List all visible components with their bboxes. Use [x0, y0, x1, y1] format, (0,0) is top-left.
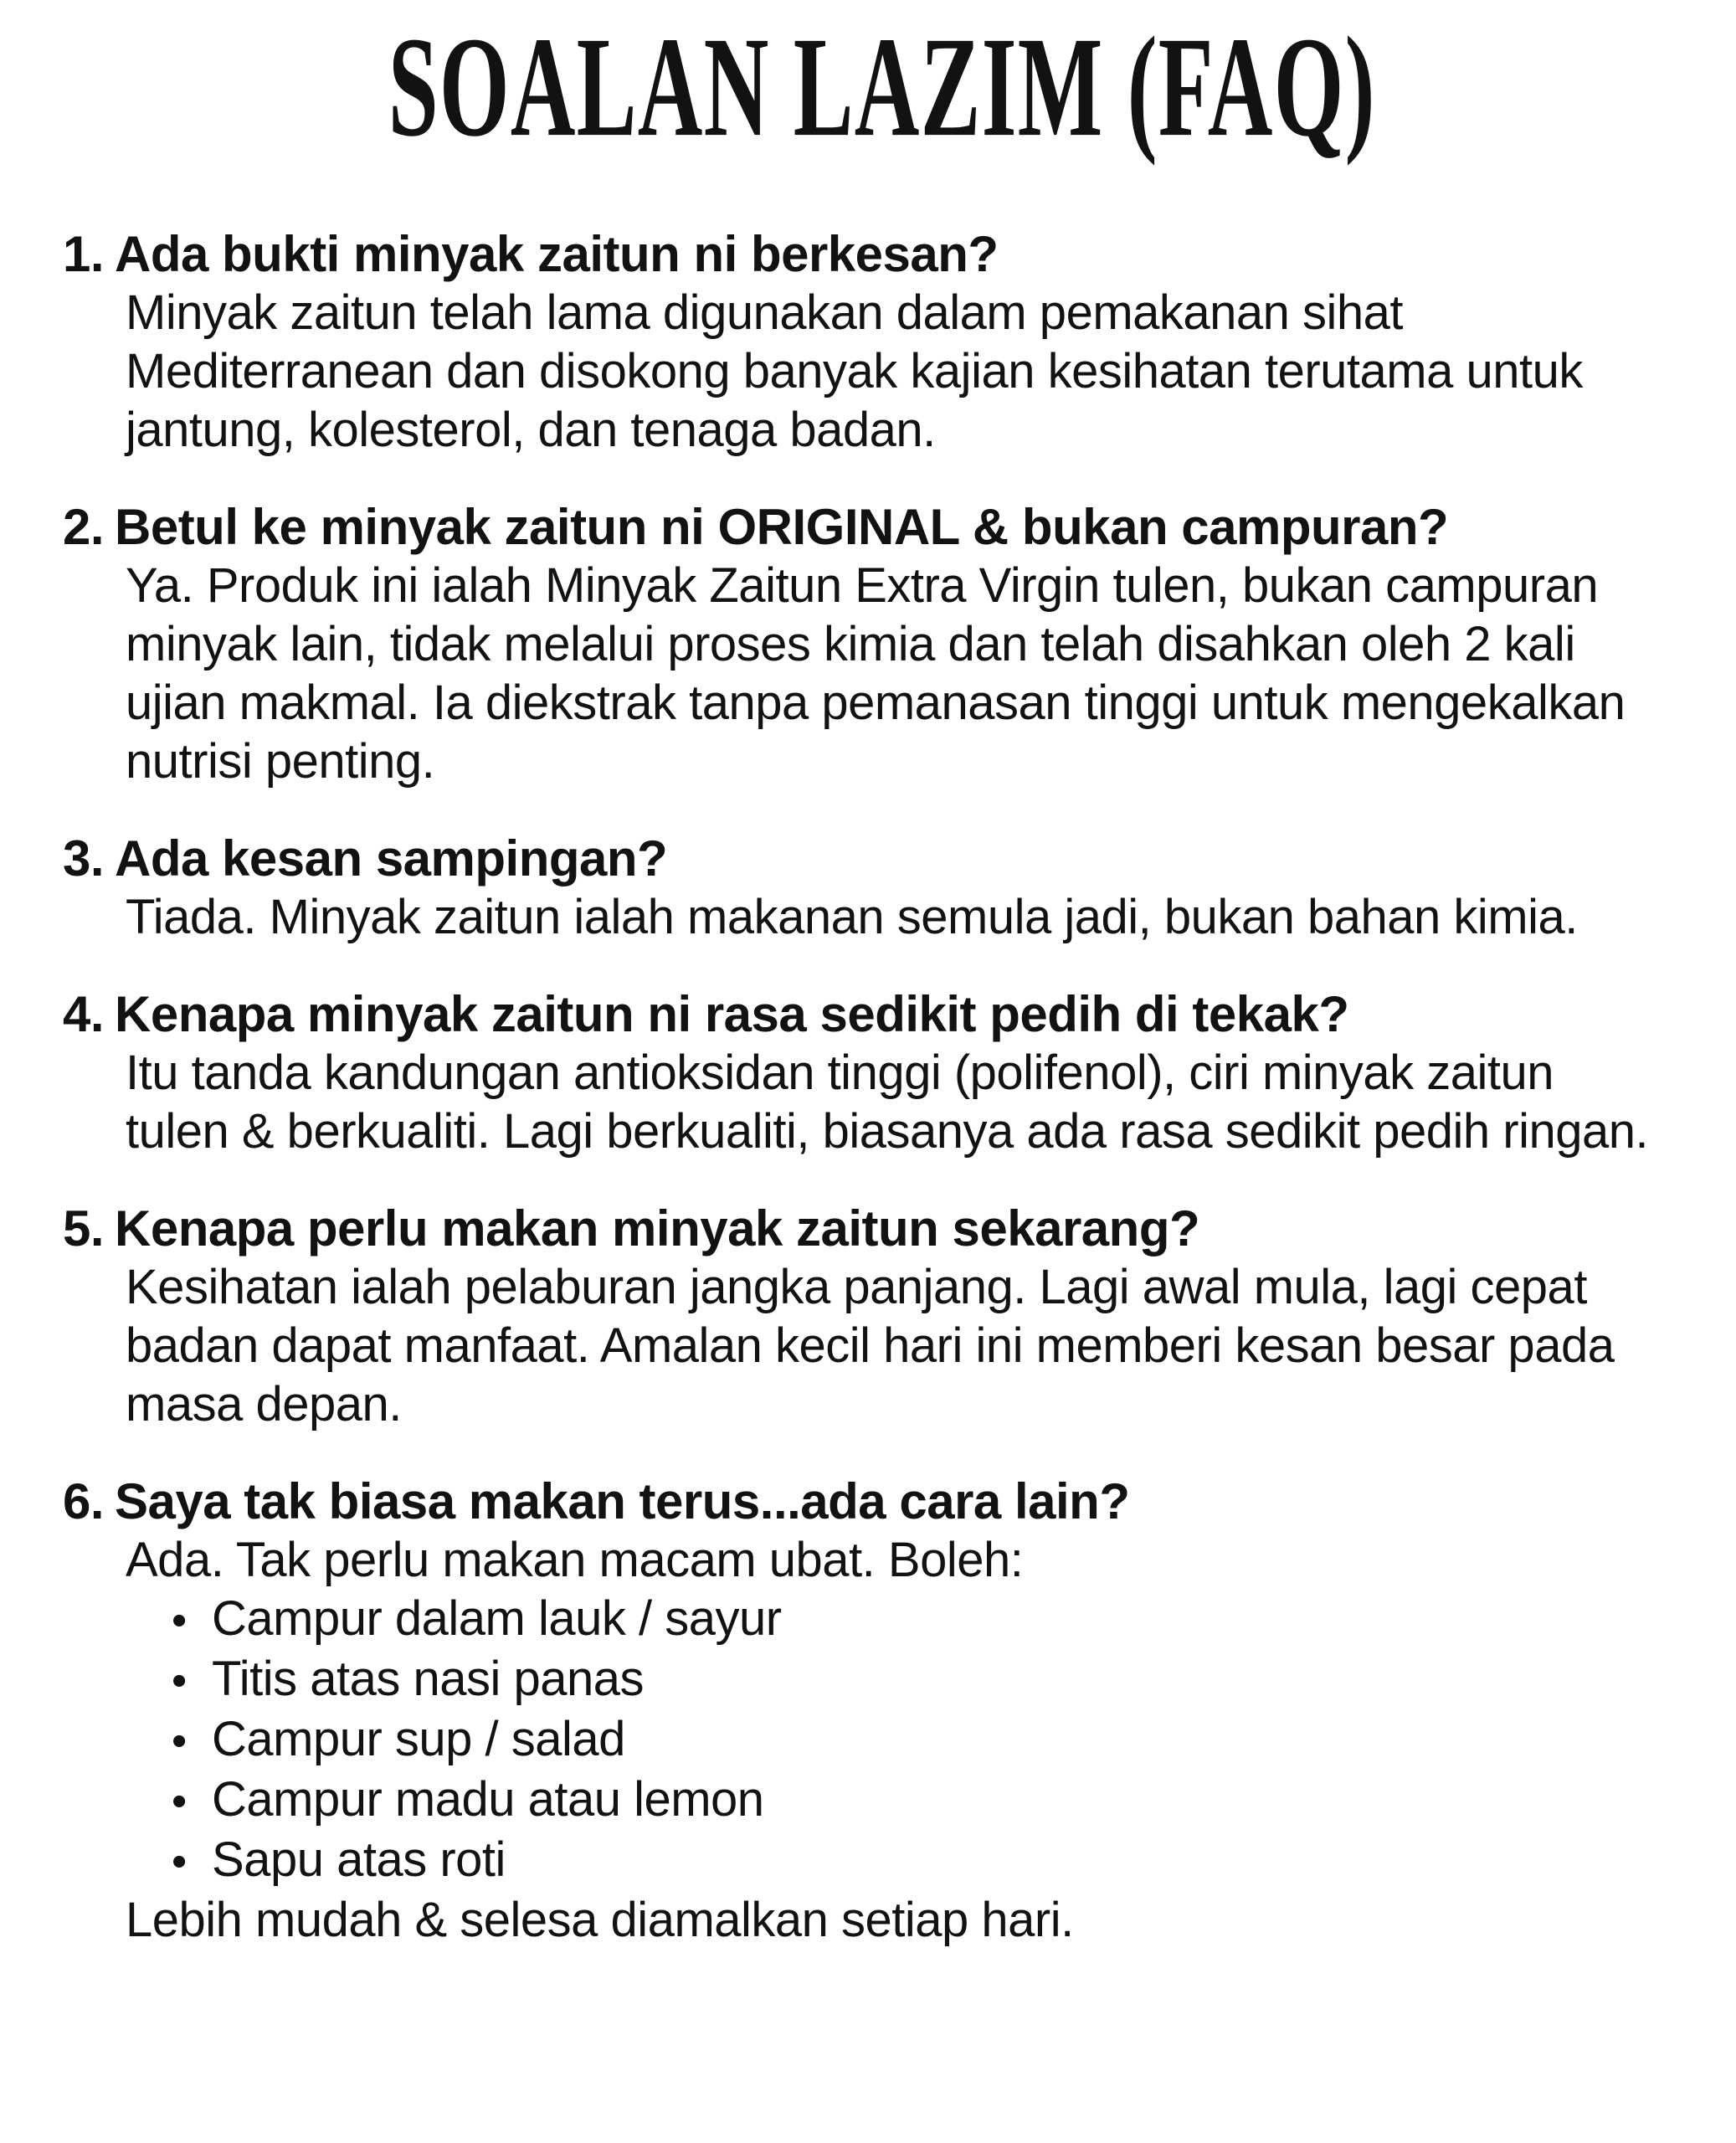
faq-question-text: Ada bukti minyak zaitun ni berkesan? [115, 226, 999, 282]
page-title-text: SOALAN LAZIM (FAQ) [388, 8, 1376, 167]
list-item-text: Campur dalam lauk / sayur [212, 1591, 782, 1646]
faq-item-1 [63, 225, 1701, 460]
faq-question-number: 4. [63, 986, 105, 1042]
list-item [172, 1710, 1701, 1770]
list-item [172, 1770, 1701, 1831]
faq-question [63, 225, 1701, 284]
faq-question-text: Kenapa minyak zaitun ni rasa sedikit pedih di tekak? [115, 986, 1349, 1042]
list-item-text: Titis atas nasi panas [212, 1652, 645, 1706]
faq-question-text: Ada kesan sampingan? [115, 830, 668, 886]
faq-answer: Minyak zaitun telah lama digunakan dalam pemakanan sihat Mediterranean dan disokong banyak kajian kesihatan terutama untuk jantung, kolesterol, dan tenaga badan. [126, 285, 1583, 457]
faq-question [63, 985, 1701, 1044]
faq-question [63, 830, 1701, 888]
faq-answer: Itu tanda kandungan antioksidan tinggi (polifenol), ciri minyak zaitun tulen & berkualiti. Lagi berkualiti, biasanya ada rasa sedikit pedih ringan. [126, 1046, 1649, 1159]
bullet-icon: • [172, 1657, 187, 1705]
list-item-text: Sapu atas roti [212, 1832, 506, 1887]
list-item [172, 1831, 1701, 1891]
faq-question-number: 1. [63, 226, 105, 282]
faq-answer: Ada. Tak perlu makan macam ubat. Boleh: [126, 1533, 1024, 1587]
faq-bullet-list [172, 1590, 1701, 1891]
bullet-icon: • [172, 1837, 187, 1886]
faq-question-text: Kenapa perlu makan minyak zaitun sekarang? [115, 1200, 1200, 1257]
page-title [63, 8, 1701, 167]
bullet-icon: • [172, 1596, 187, 1645]
faq-question [63, 1200, 1701, 1258]
faq-question-number: 3. [63, 830, 105, 886]
list-item [172, 1650, 1701, 1710]
faq-item-2 [63, 498, 1701, 791]
bullet-icon: • [172, 1777, 187, 1826]
bullet-icon: • [172, 1717, 187, 1765]
faq-question-number: 5. [63, 1200, 105, 1257]
faq-answer: Kesihatan ialah pelaburan jangka panjang. Lagi awal mula, lagi cepat badan dapat manfaat. Amalan kecil hari ini memberi kesan besar pada masa depan. [126, 1260, 1615, 1431]
faq-item-4 [63, 985, 1701, 1161]
faq-answer: Tiada. Minyak zaitun ialah makanan semula jadi, bukan bahan kimia. [126, 890, 1578, 944]
faq-question [63, 1472, 1701, 1531]
faq-question-number: 6. [63, 1473, 105, 1529]
faq-question [63, 498, 1701, 557]
faq-closing-text: Lebih mudah & selesa diamalkan setiap hari. [126, 1893, 1074, 1947]
faq-item-6 [63, 1472, 1701, 1950]
list-item-text: Campur sup / salad [212, 1712, 625, 1766]
faq-question-number: 2. [63, 499, 105, 555]
faq-answer: Ya. Produk ini ialah Minyak Zaitun Extra Virgin tulen, bukan campuran minyak lain, tidak melalui proses kimia dan telah disahkan oleh 2 kali ujian makmal. Ia diekstrak tanpa pemanasan tinggi untuk mengekalkan nutrisi penting. [126, 558, 1626, 789]
faq-question-text: Betul ke minyak zaitun ni ORIGINAL & bukan campuran? [115, 499, 1449, 555]
faq-question-text: Saya tak biasa makan terus...ada cara lain? [115, 1473, 1130, 1529]
faq-item-3 [63, 830, 1701, 947]
list-item-text: Campur madu atau lemon [212, 1772, 764, 1827]
faq-item-5 [63, 1200, 1701, 1434]
list-item [172, 1590, 1701, 1650]
